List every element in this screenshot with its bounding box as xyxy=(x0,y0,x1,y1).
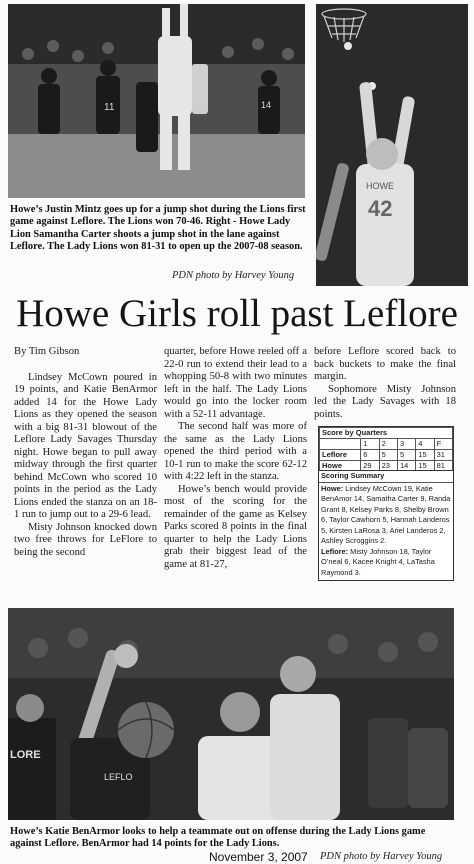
article-column-1 xyxy=(14,346,157,559)
photo-2-illustration xyxy=(316,4,468,286)
photo-2-jersey-number: 42 xyxy=(368,196,393,221)
score-cell: 14 xyxy=(397,461,415,472)
article-column-2 xyxy=(164,346,307,571)
score-cell: 5 xyxy=(397,450,415,461)
photo-2-jersey-name: HOWE xyxy=(366,181,394,191)
score-cell: 15 xyxy=(416,461,434,472)
photo-katie-benarmor-offense xyxy=(8,608,454,820)
photo-caption-bottom: Howe’s Katie BenArmor looks to help a teammate out on offense during the Lady Lions game against Leflore. BenArmor had 14 points for the Lady Lions. xyxy=(10,826,426,850)
scoring-summary-howe-label: Howe: xyxy=(321,483,344,493)
score-header-q3: 3 xyxy=(397,439,415,450)
scoring-summary-howe-text: Lindsey McCown 19, Katie BenAmor 14, Samatha Carter 9, Randa Grant 8, Kelsey Parks 8, Shelby Brown 6, Taylor Cawhorn 5, Hannah Landeros 5, Kirsten LaRosa 3, Ariel Landeros 2, Ashley Scroggins 2. xyxy=(321,483,451,545)
photo-3-illustration xyxy=(8,608,454,820)
score-header-q4: 4 xyxy=(416,439,434,450)
photo-1-jersey-14: 14 xyxy=(261,100,272,110)
table-row xyxy=(320,450,453,461)
score-header-final: F xyxy=(434,439,452,450)
article-column-3 xyxy=(314,346,456,421)
scoring-summary-leflore xyxy=(321,547,451,579)
scoring-summary-howe xyxy=(321,484,451,547)
score-header-q2: 2 xyxy=(379,439,397,450)
article-paragraph: before Leflore scored back to back buckets to make the final margin. xyxy=(314,346,456,382)
article-paragraph: Howe’s bench would provide most of the scoring for the remainder of the game as Kelsey Parks scored 8 points in the final quarter to help the Lady Lions grab their biggest lead of the game at 81-27, xyxy=(164,483,307,570)
score-by-quarters-table xyxy=(318,426,454,473)
photo-credit-bottom: PDN photo by Harvey Young xyxy=(320,851,443,862)
score-table-title: Score by Quarters xyxy=(320,428,453,439)
score-cell: 81 xyxy=(434,461,452,472)
article-paragraph: Lindsey McCown poured in 19 points, and Katie BenArmor added 14 for the Howe Lady Lions as they opened the season with a big 81-31 blowout of the Leflore Lady Savages Thursday night. Howe began to pull away midway through the first quarter behind McCown who scored 10 points in the period as the Lady Lions ended the stanza on an 18-1 run to jump out to a 29-6 lead. xyxy=(14,371,157,520)
photo-caption-top: Howe’s Justin Mintz goes up for a jump shot during the Lions first game against Leflore. The Lions won 70-46. Right - Howe Lady Lion Samantha Carter shoots a jump shot in the lane against Leflore. The Lady Lions won 81-31 to open up the 2007-08 season. xyxy=(10,204,306,253)
scoring-summary-leflore-label: Leflore: xyxy=(321,546,349,556)
score-cell: 15 xyxy=(416,450,434,461)
scoring-summary-title: Scoring Summary xyxy=(319,471,453,483)
score-cell: 23 xyxy=(379,461,397,472)
article-paragraph: Misty Johnson knocked down two free throws for LeFlore to being the second xyxy=(14,521,157,558)
photo-3-jersey-center: LEFLO xyxy=(104,772,133,782)
photo-samantha-carter-jump-shot xyxy=(316,4,468,286)
score-cell: 6 xyxy=(361,450,379,461)
score-team-name: Leflore xyxy=(320,450,361,461)
article-paragraph: Sophomore Misty Johnson led the Lady Savages with 18 points. xyxy=(314,383,456,420)
article-byline: By Tim Gibson xyxy=(14,346,80,357)
score-cell: 29 xyxy=(361,461,379,472)
photo-jump-shot-justin-mintz xyxy=(8,4,305,198)
score-team-name: Howe xyxy=(320,461,361,472)
photo-1-jersey-11: 11 xyxy=(104,102,115,113)
scoring-summary-leflore-text: Misty Johnson 18, Taylor O’neal 6, Kacee Knight 4, LaTasha Raymond 3. xyxy=(321,546,435,577)
article-headline: Howe Girls roll past Leflore xyxy=(16,292,458,335)
photo-1-illustration xyxy=(8,4,305,198)
score-table-corner xyxy=(320,439,361,450)
article-paragraph: The second half was more of the same as the Lady Lions opened the third period with a 10-1 run to make the score 62-12 with 4:22 left in the stanza. xyxy=(164,421,307,482)
publication-date: November 3, 2007 xyxy=(209,850,308,864)
scoring-summary-box xyxy=(318,470,454,581)
score-cell: 31 xyxy=(434,450,452,461)
photo-credit-top: PDN photo by Harvey Young xyxy=(172,270,295,281)
score-header-q1: 1 xyxy=(361,439,379,450)
score-cell: 5 xyxy=(379,450,397,461)
photo-3-jersey-left: LORE xyxy=(10,749,41,761)
article-paragraph: quarter, before Howe reeled off a 22-0 run to extend their lead to a whopping 50-8 with two minutes left in the half. The Lady Lions would go into the locker room with a 52-11 advantage. xyxy=(164,346,307,420)
